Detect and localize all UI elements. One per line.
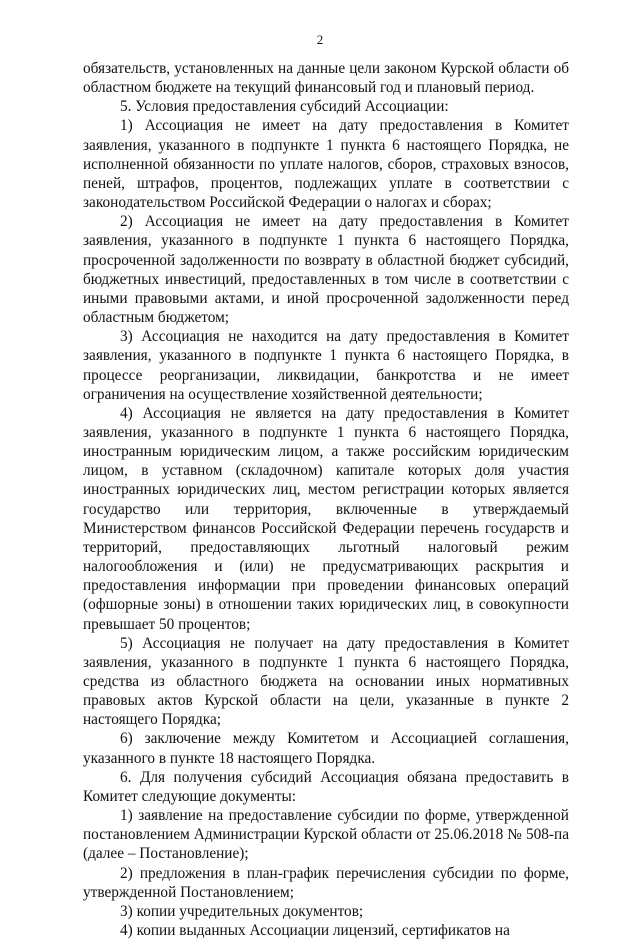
paragraph-condition-1: 1) Ассоциация не имеет на дату предоставления в Комитет заявления, указанного в подпункте 1 пункта 6 настоящего Порядка, не исполненной обязанности по уплате налогов, сборов, страховых взносов, пеней, штрафов, процентов, подлежащих уплате в соответствии с законодательством Российской Федерации о налогах и сборах;: [83, 117, 569, 212]
page-number: 2: [316, 32, 324, 47]
paragraph-condition-5: 5) Ассоциация не получает на дату предоставления в Комитет заявления, указанного в подпункте 1 пункта 6 настоящего Порядка, средства из областного бюджета на основании иных нормативных правовых актов Курской области на цели, указанные в пункте 2 настоящего Порядка;: [83, 634, 569, 729]
paragraph-condition-3: 3) Ассоциация не находится на дату предоставления в Комитет заявления, указанного в подпункте 1 пункта 6 настоящего Порядка, в процессе реорганизации, ликвидации, банкротства и не имеет ограничения на осуществление хозяйственной деятельности;: [83, 328, 569, 403]
paragraph-document-3: 3) копии учредительных документов;: [120, 902, 364, 920]
paragraph-condition-2: 2) Ассоциация не имеет на дату предоставления в Комитет заявления, указанного в подпункте 1 пункта 6 настоящего Порядка, просроченной задолженности по возврату в областной бюджет субсидий, бюджетных инвестиций, предоставленных в том числе в соответствии с иными правовыми актами, и иной просроченной задолженности перед областным бюджетом;: [83, 213, 569, 327]
paragraph-document-4: 4) копии выданных Ассоциации лицензий, сертификатов на: [120, 922, 510, 940]
paragraph-condition-4: 4) Ассоциация не является на дату предоставления в Комитет заявления, указанного в подпункте 1 пункта 6 настоящего Порядка, иностранным юридическим лицом, а также российским юридическим лицом, в уставном (складочном) капитале которых доля участия иностранных юридических лиц, местом регистрации которых является государство или территория, включенные в утверждаемый Министерством финансов Российской Федерации перечень государств и территорий, предоставляющих льготный налоговый режим налогообложения и (или) не предусматривающих раскрытия и предоставления информации при проведении финансовых операций (офшорные зоны) в отношении таких юридических лиц, в совокупности превышает 50 процентов;: [83, 404, 569, 633]
paragraph-condition-6: 6) заключение между Комитетом и Ассоциацией соглашения, указанного в пункте 18 настоящего Порядка.: [83, 730, 569, 767]
paragraph-document-1: 1) заявление на предоставление субсидии по форме, утвержденной постановлением Администрации Курской области от 25.06.2018 № 508-па (далее – Постановление);: [83, 807, 569, 863]
paragraph-section-5-heading: 5. Условия предоставления субсидий Ассоциации:: [120, 98, 449, 116]
paragraph-document-2: 2) предложения в план-график перечисления субсидии по форме, утвержденной Постановлением;: [83, 864, 569, 901]
paragraph-section-6-heading: 6. Для получения субсидий Ассоциация обязана предоставить в Комитет следующие документы:: [83, 768, 569, 805]
document-body: [83, 59, 569, 940]
paragraph-intro-continuation: обязательств, установленных на данные цели законом Курской области об областном бюджете на текущий финансовый год и плановый период.: [83, 60, 569, 97]
